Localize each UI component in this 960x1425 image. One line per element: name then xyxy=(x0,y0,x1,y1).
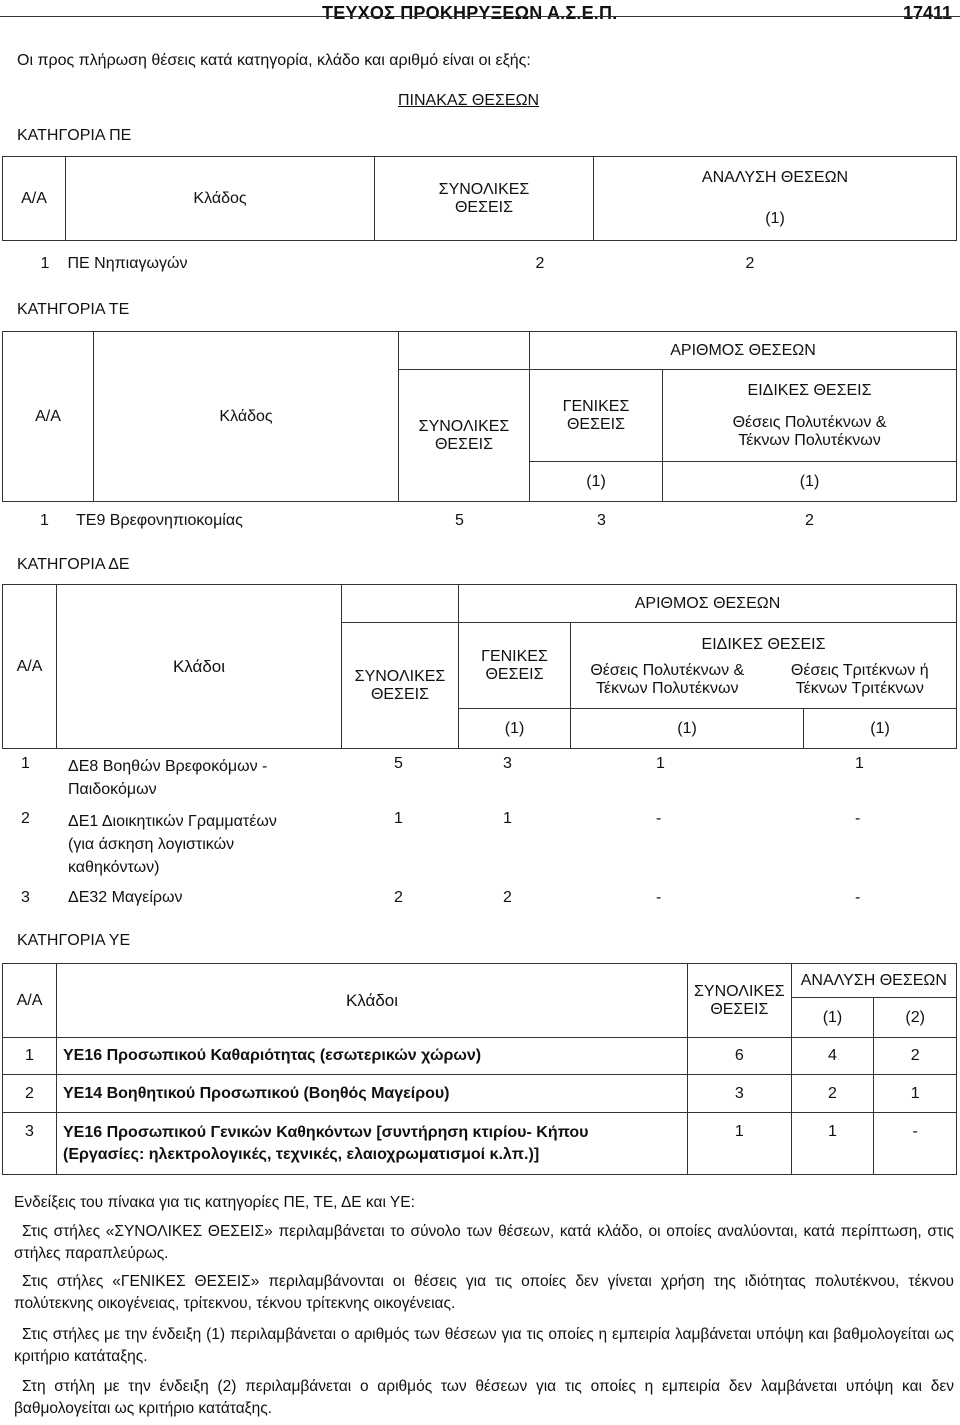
ye-row-col2: 2 xyxy=(874,1038,957,1075)
category-pe: ΚΑΤΗΓΟΡΙΑ ΠΕ xyxy=(17,127,132,144)
de-row-total: 5 xyxy=(394,755,403,772)
ye-header-total-line2: ΘΕΣΕΙΣ xyxy=(710,1000,769,1018)
ye-header-col2: (2) xyxy=(874,998,957,1038)
te-header-total xyxy=(399,370,530,502)
ye-row-aa: 3 xyxy=(3,1113,57,1175)
ye-row-total: 1 xyxy=(688,1113,792,1175)
de-row-klados-line1: ΔΕ1 Διοικητικών Γραμματέων xyxy=(68,813,277,830)
de-row-klados: ΔΕ32 Μαγείρων xyxy=(68,889,183,906)
header-rule xyxy=(0,16,960,17)
te-header-poly-line2: Τέκνων Πολυτέκνων xyxy=(738,431,881,449)
pe-header-analysis: ΑΝΑΛΥΣΗ ΘΕΣΕΩΝ xyxy=(594,157,957,199)
de-header-poly-line2: Τέκνων Πολυτέκνων xyxy=(595,679,739,697)
te-header-col1b: (1) xyxy=(663,462,957,502)
te-row-poly: 2 xyxy=(805,512,814,529)
de-header-poly xyxy=(571,662,764,698)
de-row-aa: 2 xyxy=(21,810,30,827)
table-title: ΠΙΝΑΚΑΣ ΘΕΣΕΩΝ xyxy=(398,92,540,109)
de-row-poly: - xyxy=(656,810,662,827)
table-row xyxy=(3,1113,957,1175)
te-row-aa: 1 xyxy=(40,512,49,529)
notes-paragraph-4: Στη στήλη με την ένδειξη (2) περιλαμβάνεται ο αριθμός των θέσεων για τις οποίες η εμπειρία δεν λαμβάνεται υπόψη και δεν βαθμολογείται ως κριτήριο κατάταξης. xyxy=(14,1378,954,1417)
de-header-special xyxy=(571,623,957,709)
de-header-total-line1: ΣΥΝΟΛΙΚΕΣ xyxy=(354,667,446,685)
pe-header-total-line1: ΣΥΝΟΛΙΚΕΣ xyxy=(438,180,530,198)
de-header-col1b: (1) xyxy=(571,709,804,749)
de-header-number: ΑΡΙΘΜΟΣ ΘΕΣΕΩΝ xyxy=(459,585,957,623)
ye-row-klados-line1: ΥΕ16 Προσωπικού Γενικών Καθηκόντων [συντήρηση κτιρίου- Κήπου xyxy=(63,1123,589,1141)
ye-header-col1: (1) xyxy=(791,998,874,1038)
te-header-klados: Κλάδος xyxy=(94,332,399,502)
te-row-general: 3 xyxy=(597,512,606,529)
table-row xyxy=(0,755,960,805)
pe-header-col1: (1) xyxy=(594,199,957,241)
te-header-general-line1: ΓΕΝΙΚΕΣ xyxy=(562,397,630,415)
ye-row-col1: 2 xyxy=(791,1075,874,1113)
ye-row-col2: 1 xyxy=(874,1075,957,1113)
table-row xyxy=(0,889,960,911)
te-header-general-line2: ΘΕΣΕΙΣ xyxy=(566,415,625,433)
de-header-klados: Κλάδοι xyxy=(57,585,342,749)
ye-row-aa: 1 xyxy=(3,1038,57,1075)
pe-header-total xyxy=(375,157,594,241)
pe-header-aa: Α/Α xyxy=(3,157,66,241)
pe-row-col1: 2 xyxy=(745,254,755,272)
te-header-poly-line1: Θέσεις Πολυτέκνων & xyxy=(732,413,887,431)
page-number: 17411 xyxy=(903,3,953,23)
te-header-special xyxy=(663,370,957,462)
notes-paragraph-3: Στις στήλες με την ένδειξη (1) περιλαμβάνεται ο αριθμός των θέσεων για τις οποίες η εμπειρία λαμβάνεται υπόψη και βαθμολογείται ως κριτήριο κατάταξης. xyxy=(14,1326,954,1365)
de-row-total: 1 xyxy=(394,810,403,827)
de-header-col1a: (1) xyxy=(459,709,571,749)
te-header-total-line1: ΣΥΝΟΛΙΚΕΣ xyxy=(418,417,510,435)
table-pe xyxy=(2,156,957,287)
de-header-poly-line1: Θέσεις Πολυτέκνων & xyxy=(590,661,745,679)
de-row-aa: 3 xyxy=(21,889,30,906)
ye-row-col1: 4 xyxy=(791,1038,874,1075)
ye-row-klados: ΥΕ16 Προσωπικού Καθαριότητας (εσωτερικών χώρων) xyxy=(57,1038,688,1075)
category-ye: ΚΑΤΗΓΟΡΙΑ ΥΕ xyxy=(17,932,131,949)
table-row xyxy=(3,1038,957,1075)
de-row-poly: - xyxy=(656,889,662,906)
ye-row-aa: 2 xyxy=(3,1075,57,1113)
table-row xyxy=(3,241,957,287)
de-header-tri-line1: Θέσεις Τριτέκνων ή xyxy=(790,661,929,679)
de-row-aa: 1 xyxy=(21,755,30,772)
pe-row-total: 2 xyxy=(535,254,545,272)
de-header-col1c: (1) xyxy=(804,709,957,749)
de-header-tri xyxy=(764,662,957,698)
de-row-general: 1 xyxy=(503,810,512,827)
de-row-tri: - xyxy=(855,810,861,827)
de-row-total: 2 xyxy=(394,889,403,906)
category-de: ΚΑΤΗΓΟΡΙΑ ΔΕ xyxy=(17,556,130,573)
pe-row-klados: ΠΕ Νηπιαγωγών xyxy=(67,254,188,272)
pe-row-aa: 1 xyxy=(40,254,50,272)
de-row-general: 2 xyxy=(503,889,512,906)
ye-row-col2: - xyxy=(874,1113,957,1175)
de-row-tri: - xyxy=(855,889,861,906)
table-de xyxy=(2,584,957,749)
notes-paragraph-2: Στις στήλες «ΓΕΝΙΚΕΣ ΘΕΣΕΙΣ» περιλαμβάνονται οι θέσεις για τις οποίες δεν γίνεται χρήση της ιδιότητας πολυτέκνου, τέκνου πολύτεκνης οικογένειας, τρίτεκνου, τέκνου τρίτεκνης οικογένειας. xyxy=(14,1273,954,1312)
de-row-poly: 1 xyxy=(656,755,665,772)
de-row-klados xyxy=(68,755,267,801)
table-ye xyxy=(2,963,957,1175)
te-row-klados: ΤΕ9 Βρεφονηπιοκομίας xyxy=(76,512,243,529)
page-header-title: ΤΕΥΧΟΣ ΠΡΟΚΗΡΥΞΕΩΝ Α.Σ.Ε.Π. xyxy=(322,3,618,23)
ye-row-klados-line2: (Εργασίες: ηλεκτρολογικές, τεχνικές, ελαιοχρωματισμοί κ.λπ.)] xyxy=(63,1145,540,1163)
de-header-general xyxy=(459,623,571,709)
de-header-aa: Α/Α xyxy=(3,585,57,749)
te-row-total: 5 xyxy=(455,512,464,529)
de-header-general-line2: ΘΕΣΕΙΣ xyxy=(485,665,544,683)
de-row-klados-line1: ΔΕ8 Βοηθών Βρεφοκόμων - xyxy=(68,758,268,775)
te-header-aa: Α/Α xyxy=(3,332,94,502)
intro-text: Οι προς πλήρωση θέσεις κατά κατηγορία, κλάδο και αριθμό είναι οι εξής: xyxy=(17,52,531,69)
de-row-general: 3 xyxy=(503,755,512,772)
de-row-klados xyxy=(68,810,277,879)
pe-header-klados: Κλάδος xyxy=(66,157,375,241)
de-row-tri: 1 xyxy=(855,755,864,772)
table-row xyxy=(0,810,960,880)
table-row xyxy=(3,1075,957,1113)
ye-row-col1: 1 xyxy=(791,1113,874,1175)
category-te: ΚΑΤΗΓΟΡΙΑ ΤΕ xyxy=(17,301,130,318)
notes-heading: Ενδείξεις του πίνακα για τις κατηγορίες ΠΕ, ΤΕ, ΔΕ και ΥΕ: xyxy=(14,1194,415,1211)
ye-row-total: 3 xyxy=(688,1075,792,1113)
ye-header-total-line1: ΣΥΝΟΛΙΚΕΣ xyxy=(694,982,785,1000)
de-header-total-line2: ΘΕΣΕΙΣ xyxy=(370,685,429,703)
table-row xyxy=(0,512,960,534)
ye-header-klados: Κλάδοι xyxy=(57,964,688,1038)
de-header-tri-line2: Τέκνων Τριτέκνων xyxy=(795,679,924,697)
te-header-general xyxy=(530,370,663,462)
te-header-total-line2: ΘΕΣΕΙΣ xyxy=(434,435,493,453)
de-header-special-label: ΕΙΔΙΚΕΣ ΘΕΣΕΙΣ xyxy=(701,635,826,653)
ye-header-analysis: ΑΝΑΛΥΣΗ ΘΕΣΕΩΝ xyxy=(791,964,956,998)
te-header-number: ΑΡΙΘΜΟΣ ΘΕΣΕΩΝ xyxy=(530,332,957,370)
notes-paragraph-1: Στις στήλες «ΣΥΝΟΛΙΚΕΣ ΘΕΣΕΙΣ» περιλαμβάνεται το σύνολο των θέσεων, κατά κλάδο, οι οποίες αναλύονται, κατά περίπτωση, στις στήλες παραπλεύρως. xyxy=(14,1223,954,1262)
table-te xyxy=(2,331,957,502)
de-header-general-line1: ΓΕΝΙΚΕΣ xyxy=(481,647,548,665)
de-row-klados-line2: Παιδοκόμων xyxy=(68,781,157,798)
ye-header-aa: Α/Α xyxy=(3,964,57,1038)
de-row-klados-line2: (για άσκηση λογιστικών xyxy=(68,836,235,853)
de-row-klados-line3: καθηκόντων) xyxy=(68,859,160,876)
te-header-col1a: (1) xyxy=(530,462,663,502)
ye-row-klados xyxy=(57,1113,688,1175)
pe-header-total-line2: ΘΕΣΕΙΣ xyxy=(454,198,513,216)
ye-header-total xyxy=(688,964,792,1038)
ye-row-total: 6 xyxy=(688,1038,792,1075)
ye-row-klados: ΥΕ14 Βοηθητικού Προσωπικού (Βοηθός Μαγείρου) xyxy=(57,1075,688,1113)
de-header-total xyxy=(342,623,459,749)
te-header-special-label: ΕΙΔΙΚΕΣ ΘΕΣΕΙΣ xyxy=(747,381,872,399)
